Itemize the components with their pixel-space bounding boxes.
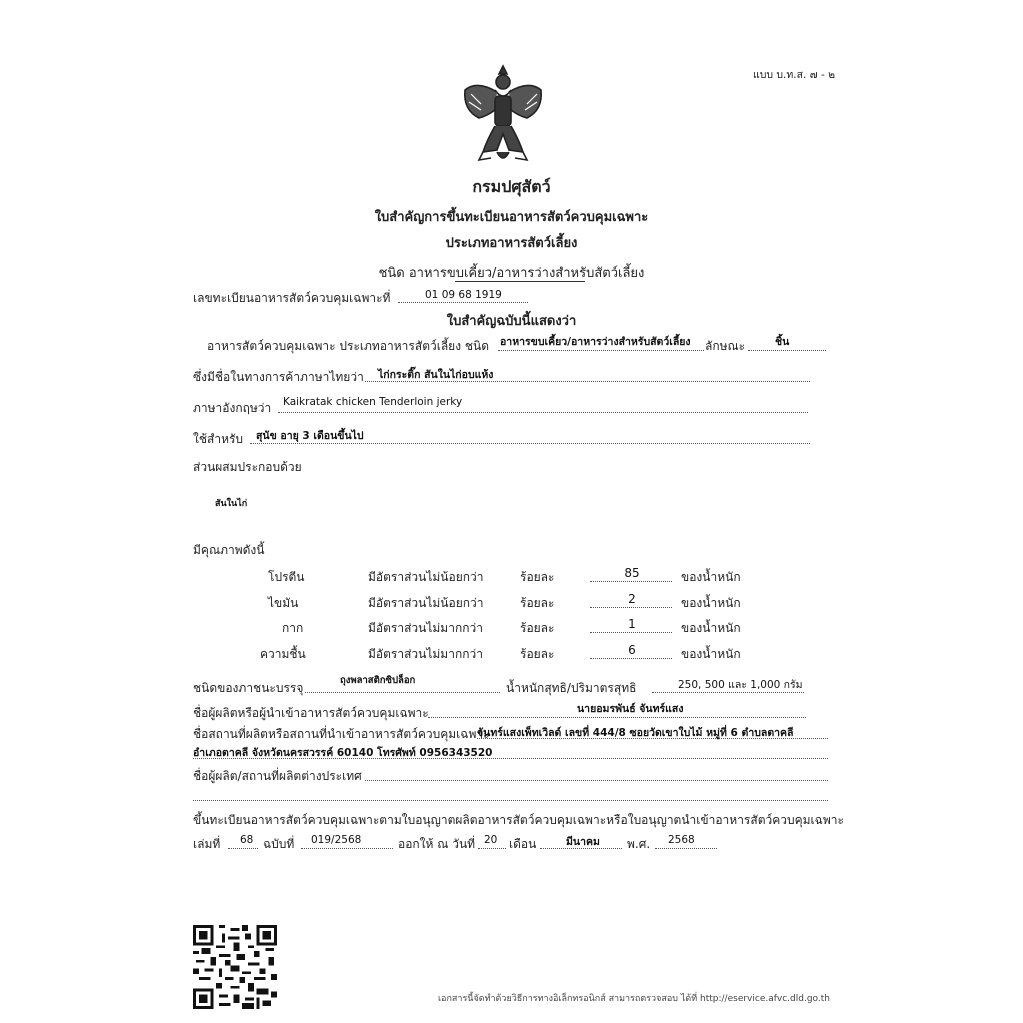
ingredients-value: สันในไก่	[215, 499, 248, 509]
copy-value: 019/2568	[311, 834, 362, 846]
thai-name-label: ซึ่งมีชื่อในทางการค้าภาษาไทยว่า	[193, 370, 364, 384]
quality-dots-fiber	[590, 632, 672, 633]
month-value: มีนาคม	[566, 836, 600, 848]
quality-condition-moisture: มีอัตราส่วนไม่มากกว่า	[368, 647, 483, 661]
english-name-label: ภาษาอังกฤษว่า	[193, 401, 272, 415]
quality-percent-fiber: ร้อยละ	[520, 621, 555, 635]
thai-name-value: ไก่กระติ๊ก สันในไก่อบแห้ง	[378, 369, 494, 381]
location-dots-2	[193, 758, 828, 759]
quality-value-fat: 2	[628, 592, 636, 606]
day-value: 20	[484, 834, 498, 846]
quality-dots-fat	[590, 607, 672, 608]
feed-type-dots	[498, 350, 704, 351]
location-value-line1: จันทร์แสงเพ็ทเวิลด์ เลขที่ 444/8 ซอยวัดเขาใบไม้ หมู่ที่ 6 ตำบลตาคลี	[477, 727, 794, 739]
feed-form-dots	[748, 350, 826, 351]
category-title: ประเภทอาหารสัตว์เลี้ยง	[445, 236, 578, 251]
foreign-producer-label: ชื่อผู้ผลิต/สถานที่ผลิตต่างประเทศ	[193, 769, 362, 783]
foreign-producer-dots	[365, 780, 828, 781]
net-weight-label: น้ำหนักสุทธิ/ปริมาตรสุทธิ	[506, 681, 637, 695]
feed-form-label: ลักษณะ	[705, 339, 746, 353]
quality-value-protein: 85	[624, 566, 640, 580]
quality-unit-fiber: ของน้ำหนัก	[681, 621, 741, 635]
quality-name-fat: ไขมัน	[268, 596, 299, 610]
copy-label: ฉบับที่	[263, 837, 295, 851]
quality-unit-fat: ของน้ำหนัก	[681, 596, 741, 610]
copy-dots	[301, 848, 393, 849]
type-underline	[455, 281, 585, 282]
year-dots	[655, 848, 717, 849]
month-label: เดือน	[509, 837, 537, 851]
producer-dots	[428, 717, 806, 718]
ingredients-label: ส่วนผสมประกอบด้วย	[193, 460, 302, 474]
year-label: พ.ศ.	[627, 837, 651, 851]
book-value: 68	[240, 834, 254, 846]
quality-dots-moisture	[590, 658, 672, 659]
book-dots	[228, 848, 258, 849]
quality-condition-fat: มีอัตราส่วนไม่น้อยกว่า	[368, 596, 484, 610]
english-name-value: Kaikratak chicken Tenderloin jerky	[283, 396, 463, 408]
book-label: เล่มที่	[193, 837, 221, 851]
day-label: ออกให้ ณ วันที่	[398, 837, 476, 851]
quality-value-moisture: 6	[628, 643, 636, 657]
day-dots	[478, 848, 506, 849]
quality-value-fiber: 1	[628, 617, 636, 631]
license-text: ขึ้นทะเบียนอาหารสัตว์ควบคุมเฉพาะตามใบอนุญาตผลิตอาหารสัตว์ควบคุมเฉพาะหรือใบอนุญาตนำเข้าอาหารสัตว์ควบคุมเฉพาะ	[193, 813, 844, 827]
quality-percent-fat: ร้อยละ	[520, 596, 555, 610]
quality-percent-protein: ร้อยละ	[520, 570, 555, 584]
registration-dots	[398, 302, 528, 303]
declaration: ใบสำคัญฉบับนี้แสดงว่า	[446, 314, 577, 329]
quality-condition-fiber: มีอัตราส่วนไม่มากกว่า	[368, 621, 483, 635]
foreign-producer-dots-2	[193, 800, 828, 801]
quality-dots-protein	[590, 581, 672, 582]
registration-label: เลขทะเบียนอาหารสัตว์ควบคุมเฉพาะที่	[193, 291, 391, 305]
qr-code-icon[interactable]	[193, 925, 277, 1009]
quality-name-moisture: ความชื้น	[260, 647, 306, 661]
producer-label: ชื่อผู้ผลิตหรือผู้นำเข้าอาหารสัตว์ควบคุมเฉพาะ	[193, 706, 429, 720]
department-name: กรมปศุสัตว์	[472, 177, 551, 196]
packaging-dots	[305, 692, 500, 693]
net-weight-value: 250, 500 และ 1,000 กรัม	[678, 679, 803, 691]
feed-type-value: อาหารขบเคี้ยว/อาหารว่างสำหรับสัตว์เลี้ยง	[500, 336, 691, 348]
feed-form-value: ชิ้น	[775, 336, 790, 348]
quality-unit-protein: ของน้ำหนัก	[681, 570, 741, 584]
english-name-dots	[278, 412, 808, 413]
usage-value: สุนัข อายุ 3 เดือนขึ้นไป	[256, 430, 364, 442]
year-value: 2568	[668, 834, 695, 846]
garuda-emblem-icon	[457, 60, 549, 168]
type-line: ชนิด อาหารขบเคี้ยว/อาหารว่างสำหรับสัตว์เลี้ยง	[378, 266, 645, 281]
location-label: ชื่อสถานที่ผลิตหรือสถานที่นำเข้าอาหารสัตว์ควบคุมเฉพาะ	[193, 727, 490, 741]
certificate-title: ใบสำคัญการขึ้นทะเบียนอาหารสัตว์ควบคุมเฉพาะ	[374, 210, 649, 225]
quality-label: มีคุณภาพดังนี้	[193, 543, 265, 557]
feed-label: อาหารสัตว์ควบคุมเฉพาะ ประเภทอาหารสัตว์เลี้ยง ชนิด	[207, 339, 490, 353]
registration-number: 01 09 68 1919	[425, 289, 502, 301]
quality-condition-protein: มีอัตราส่วนไม่น้อยกว่า	[368, 570, 484, 584]
packaging-value: ถุงพลาสติกซิปล็อก	[340, 675, 416, 686]
quality-name-protein: โปรตีน	[268, 570, 305, 584]
packaging-label: ชนิดของภาชนะบรรจุ	[193, 681, 304, 695]
usage-label: ใช้สำหรับ	[193, 432, 244, 446]
quality-unit-moisture: ของน้ำหนัก	[681, 647, 741, 661]
producer-value: นายอมรพันธ์ จันทร์แสง	[577, 703, 684, 715]
footer-note: เอกสารนี้จัดทำด้วยวิธีการทางอิเล็กทรอนิกส์ สามารถตรวจสอบ ได้ที่ http://eservice.afvc.dld.go.th	[437, 994, 830, 1004]
quality-name-fiber: กาก	[282, 621, 304, 635]
quality-percent-moisture: ร้อยละ	[520, 647, 555, 661]
form-code: แบบ บ.ท.ส. ๗ - ๒	[752, 69, 835, 81]
location-value-line2: อำเภอตาคลี จังหวัดนครสวรรค์ 60140 โทรศัพท์ 0956343520	[193, 747, 493, 759]
